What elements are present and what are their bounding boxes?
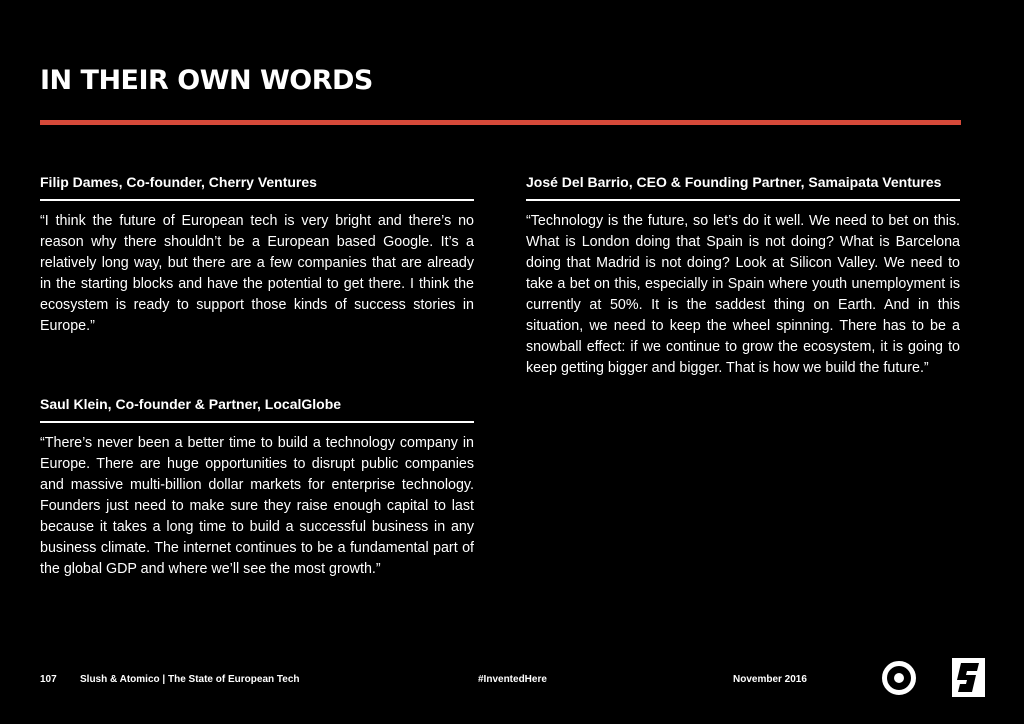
page-title: IN THEIR OWN WORDS — [40, 65, 373, 96]
ring-logo-icon — [882, 661, 916, 695]
quote-block-saul-klein — [40, 395, 474, 580]
title-divider — [40, 120, 961, 125]
quote-block-filip-dames — [40, 173, 474, 337]
footer-page-number: 107 — [40, 674, 57, 685]
quote-text: “I think the future of European tech is very bright and there’s no reason why there shouldn’t be a European based Google. It’s a relatively long way, but there are a few companies that are already in the starting blocks and have the potential to get there. I think the ecosystem is ready to support those kinds of success stories in Europe.” — [40, 213, 474, 334]
quote-text: “Technology is the future, so let’s do it well. We need to bet on this. What is London doing that Spain is not doing? What is Barcelona doing that Madrid is not doing? Look at Silicon Valley. We need to take a bet on this, especially in Spain where youth unemployment is currently at 50%. It is the saddest thing on Earth. And in this situation, we need to keep the wheel spinning. There has to be a snowball effect: if we continue to grow the ecosystem, it is going to keep getting bigger and bigger. That is how we build the future.” — [526, 213, 960, 376]
quote-speaker: José Del Barrio, CEO & Founding Partner, Samaipata Ventures — [526, 173, 960, 201]
footer-publication: Slush & Atomico | The State of European Tech — [80, 674, 300, 685]
s-box-logo-icon — [952, 658, 985, 697]
quote-text: “There’s never been a better time to build a technology company in Europe. There are huge opportunities to disrupt public companies and massive multi-billion dollar markets for enterprise technology. Founders just need to make sure they raise enough capital to last because it takes a long time to build a successful business in any business climate. The internet continues to be a fundamental part of the global GDP and where we’ll see the most growth.” — [40, 435, 474, 577]
footer-date: November 2016 — [733, 674, 807, 685]
quote-speaker: Filip Dames, Co-founder, Cherry Ventures — [40, 173, 474, 201]
footer-hashtag: #InventedHere — [478, 674, 547, 685]
quote-block-jose-del-barrio — [526, 173, 960, 379]
quote-speaker: Saul Klein, Co-founder & Partner, LocalGlobe — [40, 395, 474, 423]
